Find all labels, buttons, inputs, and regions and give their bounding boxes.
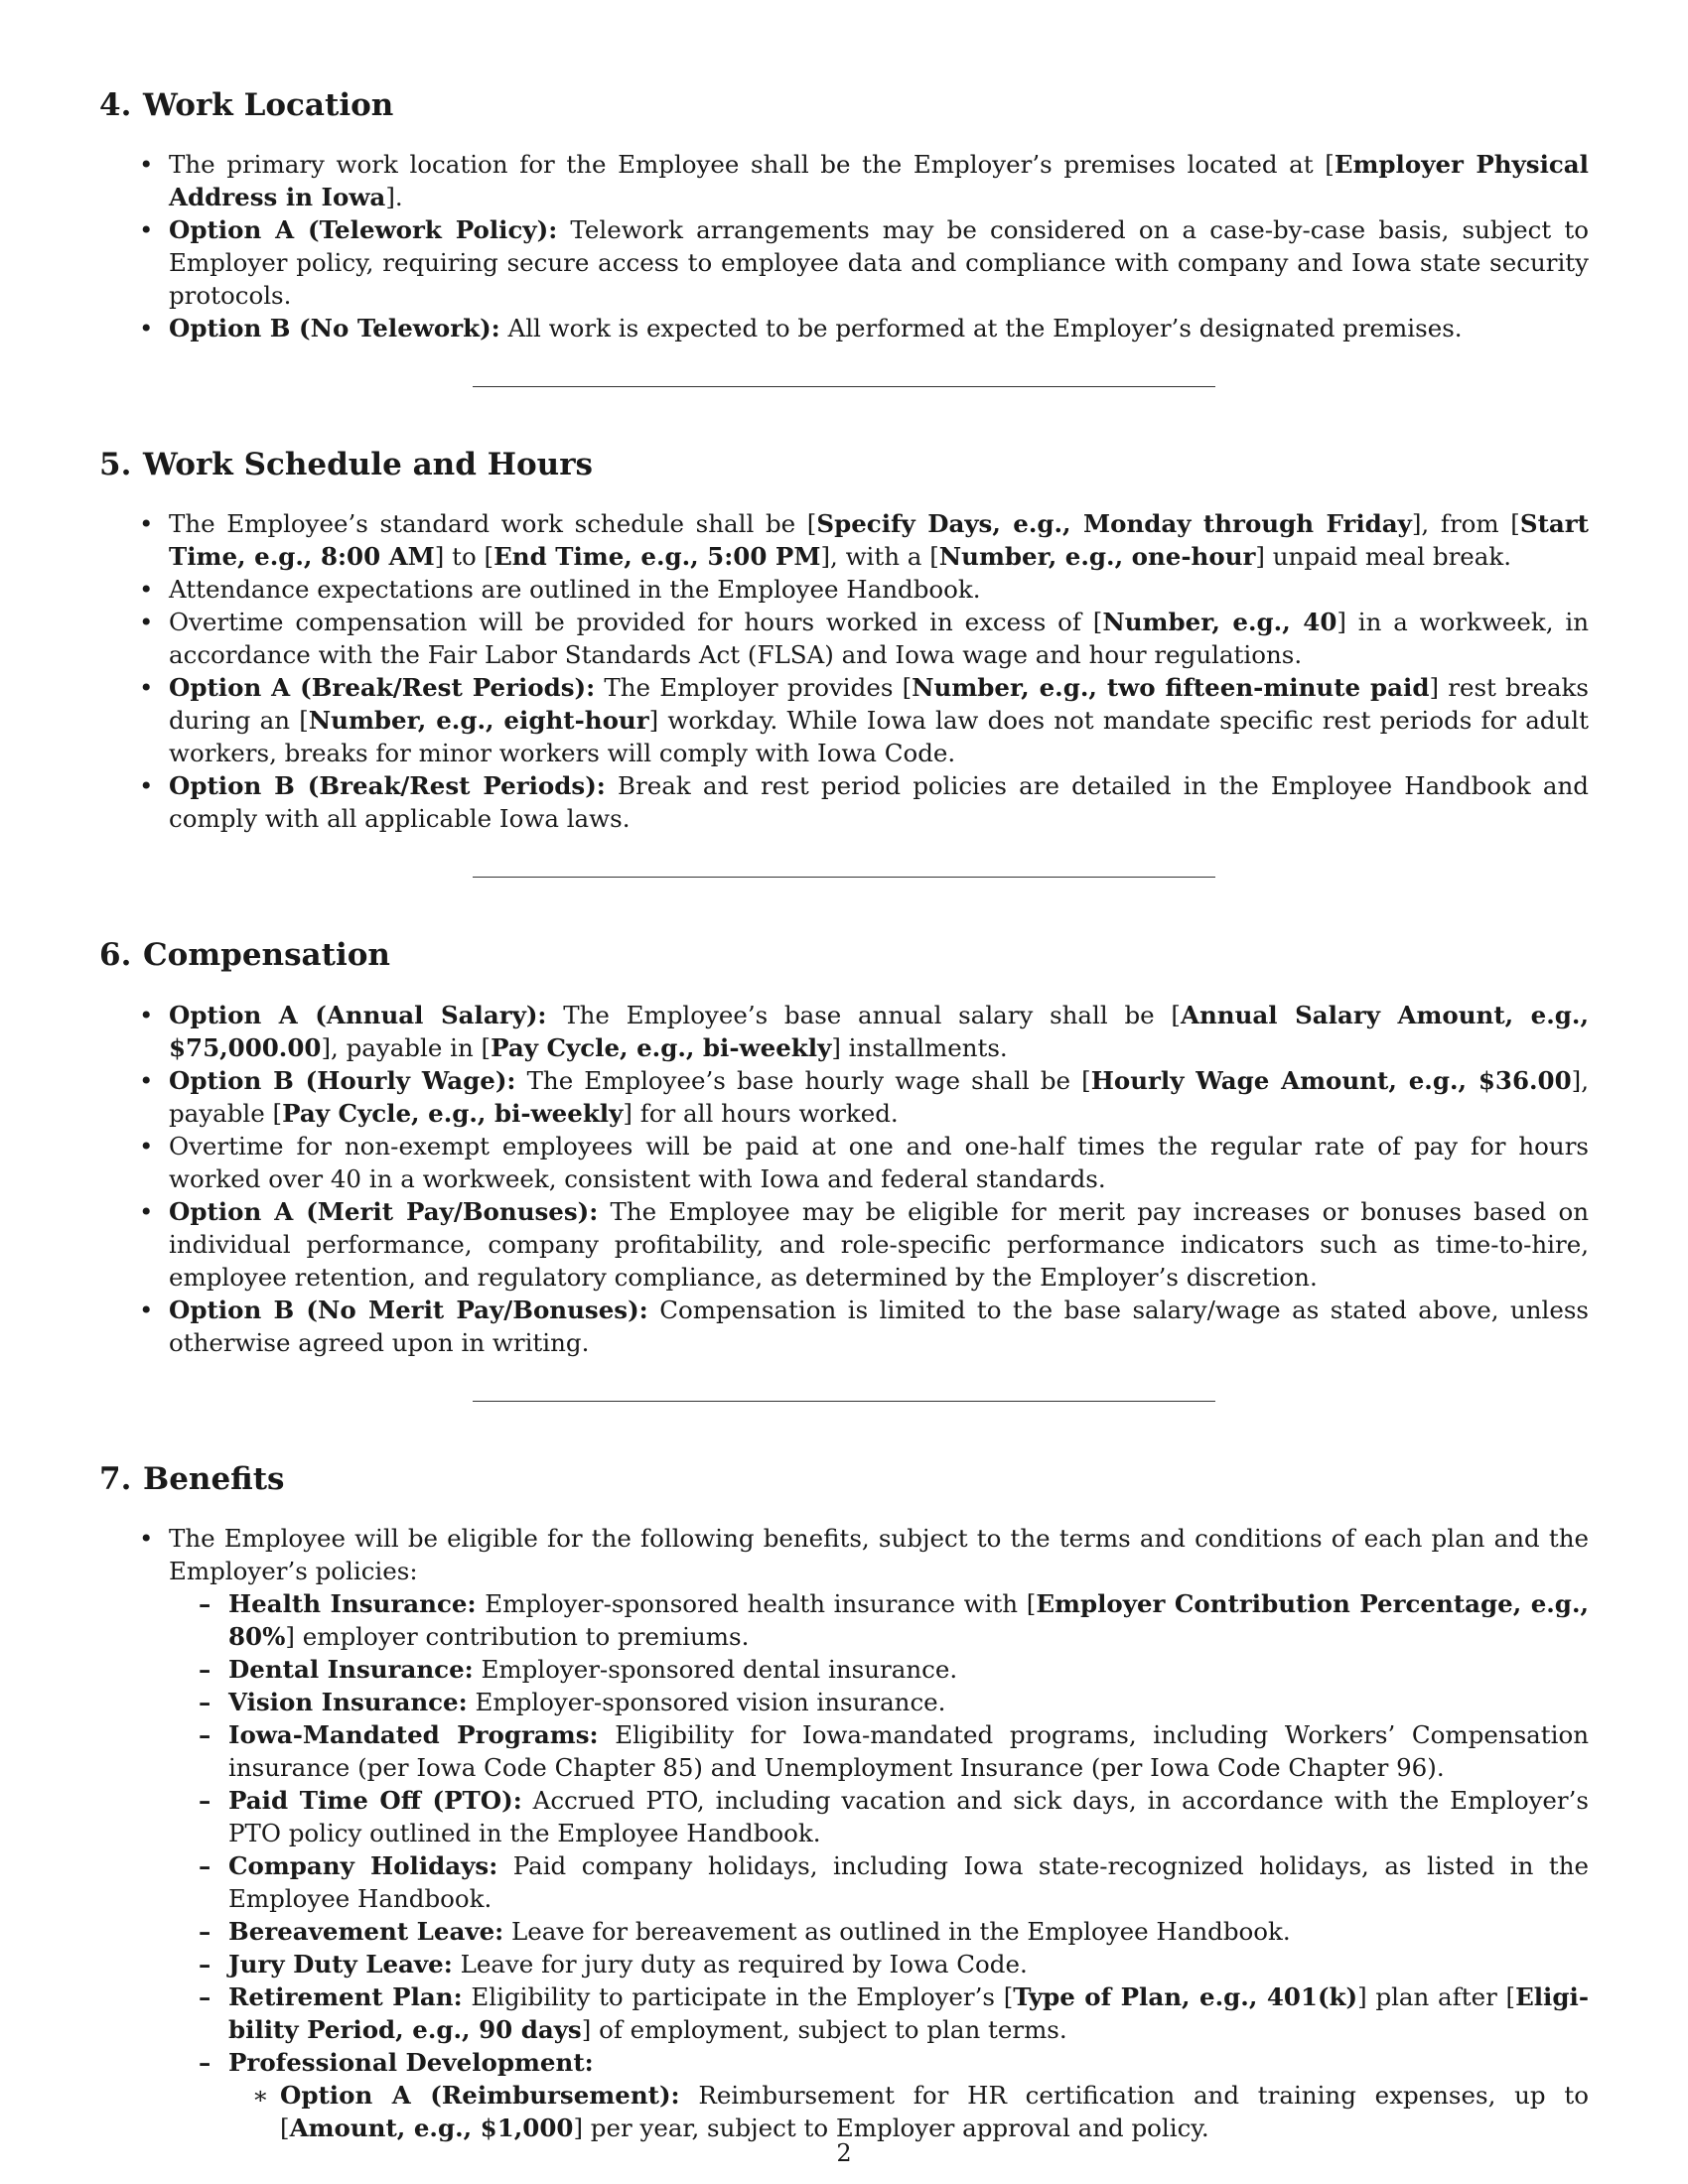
benefits-intro: The Employee will be eligible for the following benefits, subject to the terms and conditions of each plan and the Employer’s policies:: [169, 1523, 1589, 1585]
section-benefits: [99, 1461, 1589, 2144]
list-item: • Option A (Telework Policy): Telework arrangements may be considered on a case-by-case basis, subject to Employer policy, requiring secure access to employee data and compliance with company and Iowa state security protocols.: [169, 213, 1589, 312]
option-label: Option B (Hourly Wage):: [169, 1065, 516, 1095]
benefit-label: Iowa-Mandated Programs:: [228, 1719, 599, 1749]
option-label: Option A (Annual Salary):: [169, 1000, 547, 1029]
benefit-label: Retirement Plan:: [228, 1981, 463, 2011]
list-item: • Overtime for non-exempt employees will be paid at one and one-half times the regular rate of pay for hours worked over 40 in a workweek, consistent with Iowa and federal standards.: [169, 1130, 1589, 1195]
placeholder-field: Annual Salary Amount, e.g., $75,000.00: [169, 1000, 1589, 1062]
placeholder-field: Number, e.g., eight-hour: [308, 706, 649, 736]
section-number: 6.: [99, 937, 132, 974]
benefit-item-retirement: – Retirement Plan: Eligibility to participate in the Employer’s [Type of Plan, e.g., 401(k)] plan after [Eligibility Period, e.g., 90 days] of employment, subject to plan terms.: [228, 1980, 1589, 2046]
section-title: Work Schedule and Hours: [143, 447, 593, 483]
placeholder-field: Type of Plan, e.g., 401(k): [1013, 1981, 1358, 2011]
benefit-label: Professional Development:: [228, 2047, 594, 2077]
benefit-label: Bereavement Leave:: [228, 1916, 504, 1946]
placeholder-field: Number, e.g., one-hour: [938, 542, 1256, 572]
placeholder-field: Employer Contribution Percentage, e.g., 80%: [228, 1588, 1589, 1651]
option-label: Option A (Reimbursement):: [280, 2080, 680, 2110]
benefit-label: Health Insurance:: [228, 1588, 477, 1618]
placeholder-field: Pay Cycle, e.g., bi-weekly: [282, 1098, 624, 1128]
benefits-list: [169, 1587, 1589, 2144]
placeholder-field: Eligibility Period, e.g., 90 days: [228, 1981, 1589, 2044]
list-item: • Option A (Merit Pay/Bonuses): The Employee may be eligible for merit pay increases or bonuses based on individual performance, company profitability, and role-specific performance indicators such as time-to-hire, employee retention, and regulatory compliance, as determined by the Employer’s discretion.: [169, 1195, 1589, 1294]
benefit-item-professional-development: [228, 2046, 1589, 2144]
placeholder-field: Hourly Wage Amount, e.g., $36.00: [1090, 1065, 1572, 1095]
benefit-label: Company Holidays:: [228, 1850, 498, 1880]
section-divider: [473, 386, 1215, 387]
list-item: • Option A (Annual Salary): The Employee’s base annual salary shall be [Annual Salary Amount, e.g., $75,000.00], payable in [Pay Cycle, e.g., bi-weekly] installments.: [169, 999, 1589, 1064]
section-compensation: [99, 937, 1589, 1358]
section-heading: [99, 937, 1589, 974]
benefit-item-vision: – Vision Insurance: Employer-sponsored vision insurance.: [228, 1686, 1589, 1718]
option-label: Option B (No Merit Pay/Bonuses):: [169, 1295, 648, 1324]
section-work-schedule: [99, 447, 1589, 835]
list-item: • The primary work location for the Employee shall be the Employer’s premises located at [Employer Physical Address in Iowa].: [169, 148, 1589, 213]
bullet-list: [99, 507, 1589, 835]
list-item: • Option B (No Merit Pay/Bonuses): Compensation is limited to the base salary/wage as stated above, unless otherwise agreed upon in writing.: [169, 1294, 1589, 1359]
option-label: Option B (Break/Rest Periods):: [169, 771, 606, 801]
option-label: Option A (Break/Rest Periods):: [169, 673, 596, 703]
page-number: 2: [836, 2139, 852, 2167]
benefit-label: Vision Insurance:: [228, 1687, 468, 1716]
section-heading: [99, 447, 1589, 483]
placeholder-field: Specify Days, e.g., Monday through Friday: [816, 509, 1412, 539]
benefit-label: Jury Duty Leave:: [228, 1949, 453, 1979]
benefit-item-health: – Health Insurance: Employer-sponsored health insurance with [Employer Contribution Percentage, e.g., 80%] employer contribution to premiums.: [228, 1587, 1589, 1653]
benefit-label: Dental Insurance:: [228, 1654, 474, 1684]
placeholder-field: Pay Cycle, e.g., bi-weekly: [491, 1032, 832, 1062]
development-options: [228, 2079, 1589, 2144]
list-item: • Option A (Break/Rest Periods): The Employer provides [Number, e.g., two fifteen-minute paid] rest breaks during an [Number, e.g., eight-hour] workday. While Iowa law does not mandate specific rest periods for adult workers, breaks for minor workers will comply with Iowa Code.: [169, 671, 1589, 769]
placeholder-field: End Time, e.g., 5:00 PM: [493, 542, 821, 572]
option-label: Option A (Telework Policy):: [169, 215, 558, 245]
option-label: Option B (No Telework):: [169, 314, 500, 343]
development-option-a: ∗ Option A (Reimbursement): Reimbursement for HR certification and training expenses, up to [Amount, e.g., $1,000] per year, subject to Employer approval and policy.: [280, 2079, 1589, 2144]
list-item: • Attendance expectations are outlined in the Employee Handbook.: [169, 573, 1589, 606]
benefit-label: Paid Time Off (PTO):: [228, 1785, 522, 1815]
placeholder-field: Start Time, e.g., 8:00 AM: [169, 509, 1589, 572]
option-label: Option A (Merit Pay/Bonuses):: [169, 1196, 599, 1226]
benefit-item-holidays: – Company Holidays: Paid company holidays, including Iowa state-recognized holidays, as listed in the Employee Handbook.: [228, 1849, 1589, 1915]
benefit-item-dental: – Dental Insurance: Employer-sponsored dental insurance.: [228, 1653, 1589, 1686]
placeholder-field: Employer Physical Address in Iowa: [169, 150, 1589, 212]
list-item: • Option B (Break/Rest Periods): Break and rest period policies are detailed in the Employee Handbook and comply with all applicable Iowa laws.: [169, 769, 1589, 835]
section-work-location: [99, 87, 1589, 344]
section-number: 5.: [99, 447, 132, 483]
bullet-list: [99, 1522, 1589, 2144]
section-heading: [99, 87, 1589, 124]
section-number: 4.: [99, 87, 132, 123]
placeholder-field: Amount, e.g., $1,000: [289, 2113, 574, 2142]
benefit-item-pto: – Paid Time Off (PTO): Accrued PTO, including vacation and sick days, in accordance with the Employer’s PTO policy outlined in the Employee Handbook.: [228, 1784, 1589, 1849]
benefit-item-iowa-programs: – Iowa-Mandated Programs: Eligibility for Iowa-mandated programs, including Workers’ Compensation insurance (per Iowa Code Chapter 85) and Unemployment Insurance (per Iowa Code Chapter 96).: [228, 1718, 1589, 1784]
list-item: • Option B (Hourly Wage): The Employee’s base hourly wage shall be [Hourly Wage Amount, e.g., $36.00], payable [Pay Cycle, e.g., bi-weekly] for all hours worked.: [169, 1064, 1589, 1130]
document-page: [99, 87, 1589, 2144]
section-divider: [473, 1401, 1215, 1402]
section-number: 7.: [99, 1460, 132, 1497]
list-item: • Option B (No Telework): All work is expected to be performed at the Employer’s designated premises.: [169, 312, 1589, 344]
placeholder-field: Number, e.g., 40: [1102, 608, 1337, 637]
list-item: [169, 1522, 1589, 2144]
section-title: Work Location: [143, 87, 394, 123]
list-item: • The Employee’s standard work schedule shall be [Specify Days, e.g., Monday through Friday], from [Start Time, e.g., 8:00 AM] to [End Time, e.g., 5:00 PM], with a [Number, e.g., one-hour] unpaid meal break.: [169, 507, 1589, 573]
section-divider: [473, 877, 1215, 878]
benefit-item-bereavement: – Bereavement Leave: Leave for bereavement as outlined in the Employee Handbook.: [228, 1915, 1589, 1948]
list-item: • Overtime compensation will be provided for hours worked in excess of [Number, e.g., 40] in a workweek, in accordance with the Fair Labor Standards Act (FLSA) and Iowa wage and hour regulations.: [169, 606, 1589, 671]
section-title: Compensation: [143, 937, 390, 974]
bullet-list: [99, 148, 1589, 344]
section-title: Benefits: [143, 1460, 285, 1497]
placeholder-field: Number, e.g., two fifteen-minute paid: [912, 673, 1430, 703]
bullet-list: [99, 999, 1589, 1359]
benefit-item-jury-duty: – Jury Duty Leave: Leave for jury duty as required by Iowa Code.: [228, 1948, 1589, 1980]
section-heading: [99, 1461, 1589, 1498]
